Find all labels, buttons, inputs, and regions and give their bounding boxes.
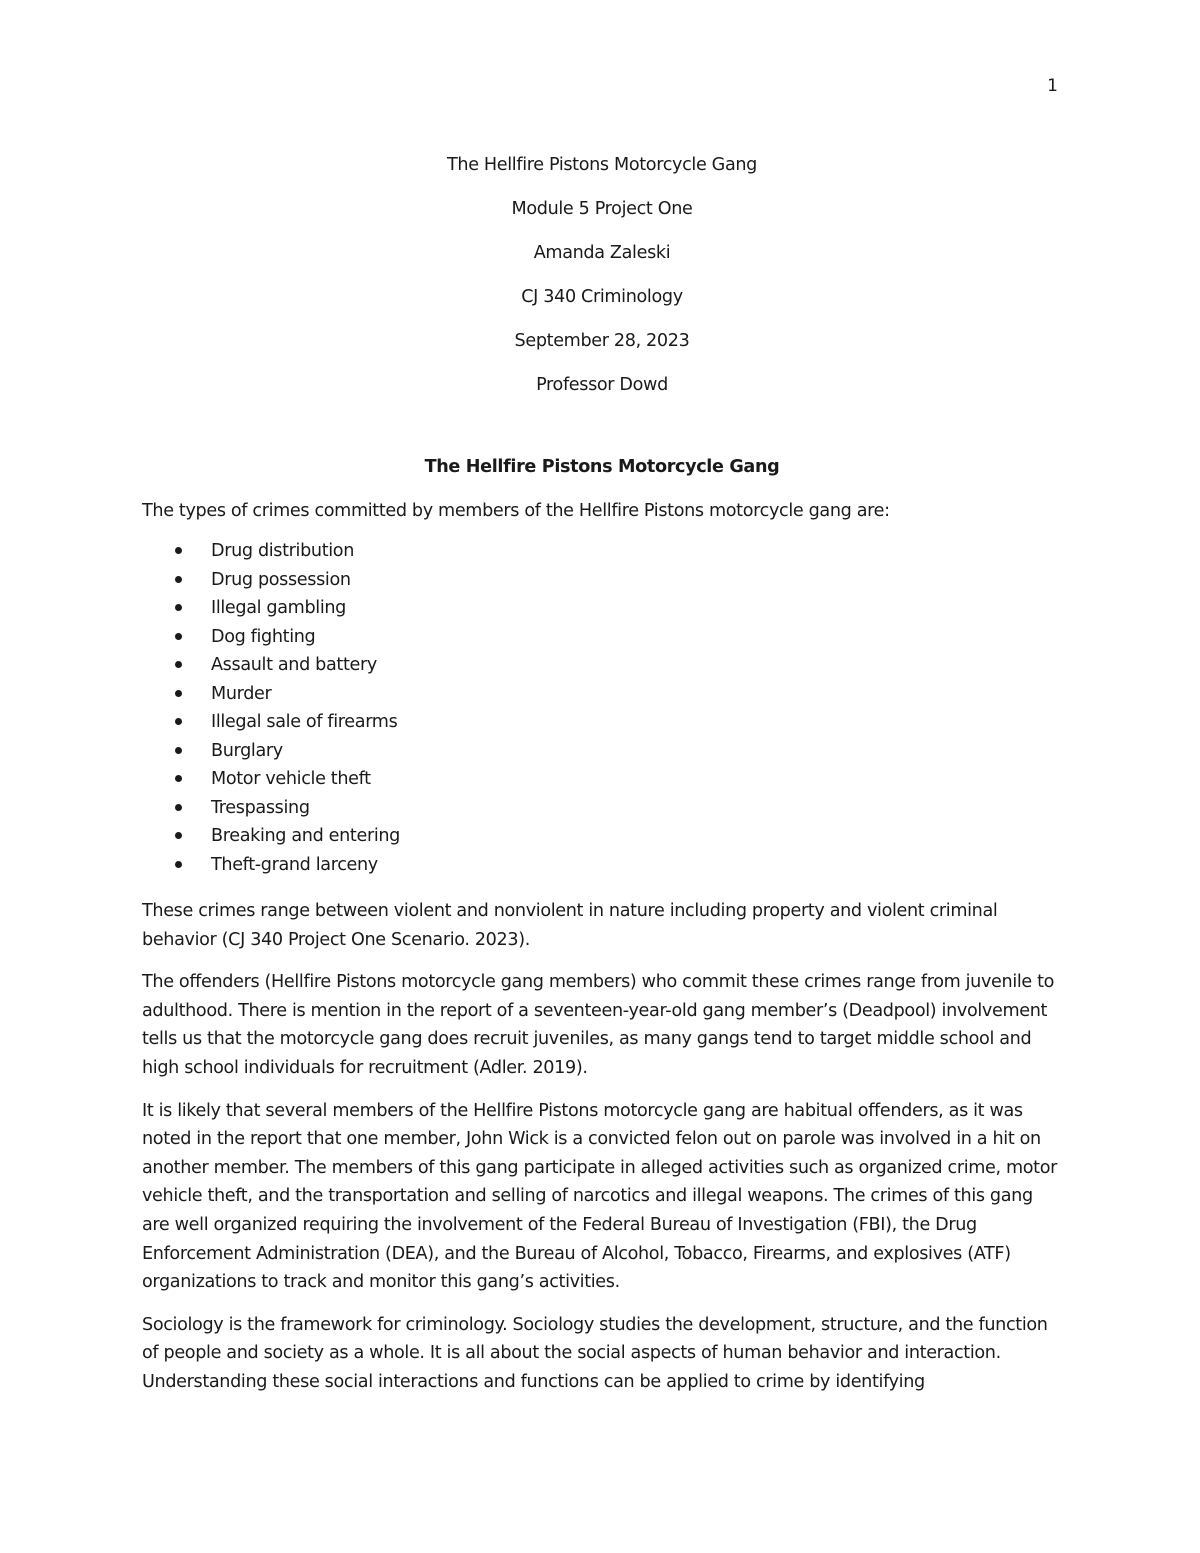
list-item <box>142 594 1062 623</box>
bullet-icon <box>175 832 182 839</box>
list-item <box>142 566 1062 595</box>
bullet-icon <box>175 861 182 868</box>
bullet-icon <box>175 547 182 554</box>
list-item <box>142 851 1062 880</box>
bullet-icon <box>175 804 182 811</box>
list-item-label: Dog fighting <box>211 626 316 647</box>
page-number: 1 <box>1047 76 1058 96</box>
list-item-label: Trespassing <box>211 797 310 818</box>
body-paragraph: Sociology is the framework for criminology. Sociology studies the development, structure, and the function of people and society as a whole. It is all about the social aspects of human behavior and interaction. Understanding these social interactions and functions can be applied to crime by identifying <box>142 1314 1048 1392</box>
list-item <box>142 822 1062 851</box>
list-item-label: Assault and battery <box>211 655 377 675</box>
list-item <box>142 623 1062 652</box>
body-paragraph: The offenders (Hellfire Pistons motorcycle gang members) who commit these crimes range from juvenile to adulthood. There is mention in the report of a seventeen-year-old gang member’s (Deadpool) involvement tells us that the motorcycle gang does recruit juveniles, as many gangs tend to target middle school and high school individuals for recruitment (Adler. 2019). <box>142 972 1055 1078</box>
body-paragraph: These crimes range between violent and nonviolent in nature including property and violent criminal behavior (CJ 340 Project One Scenario. 2023). <box>142 901 998 950</box>
paper-title: The Hellfire Pistons Motorcycle Gang <box>447 155 757 175</box>
crimes-list <box>142 537 1062 879</box>
bullet-icon <box>175 633 182 640</box>
list-item-label: Illegal gambling <box>211 598 346 618</box>
list-item-label: Illegal sale of firearms <box>211 712 398 732</box>
bullet-icon <box>175 718 182 725</box>
list-item <box>142 651 1062 680</box>
bullet-icon <box>175 775 182 782</box>
list-item <box>142 680 1062 709</box>
list-item-label: Drug possession <box>211 569 351 590</box>
bullet-icon <box>175 661 182 668</box>
list-item-label: Drug distribution <box>211 541 355 561</box>
bullet-icon <box>175 690 182 697</box>
list-item-label: Burglary <box>211 740 283 761</box>
body-paragraph: It is likely that several members of the Hellfire Pistons motorcycle gang are habitual offenders, as it was noted in the report that one member, John Wick is a convicted felon out on parole was involved in a hit on another member. The members of this gang participate in alleged activities such as organized crime, motor vehicle theft, and the transportation and selling of narcotics and illegal weapons. The crimes of this gang are well organized requiring the involvement of the Federal Bureau of Investigation (FBI), the Drug Enforcement Administration (DEA), and the Bureau of Alcohol, Tobacco, Firearms, and explosives (ATF) organizations to track and monitor this gang’s activities. <box>142 1100 1058 1293</box>
module-line: Module 5 Project One <box>511 199 693 219</box>
list-item <box>142 537 1062 566</box>
course-name: CJ 340 Criminology <box>521 287 683 307</box>
list-item-label: Motor vehicle theft <box>211 769 371 789</box>
intro-sentence: The types of crimes committed by members of the Hellfire Pistons motorcycle gang are: <box>142 501 890 521</box>
bullet-icon <box>175 604 182 611</box>
section-heading: The Hellfire Pistons Motorcycle Gang <box>424 457 780 477</box>
list-item-label: Murder <box>211 683 272 704</box>
list-item <box>142 765 1062 794</box>
list-item-label: Theft-grand larceny <box>211 854 378 875</box>
list-item <box>142 708 1062 737</box>
bullet-icon <box>175 747 182 754</box>
bullet-icon <box>175 576 182 583</box>
list-item <box>142 737 1062 766</box>
list-item <box>142 794 1062 823</box>
list-item-label: Breaking and entering <box>211 826 400 846</box>
professor-name: Professor Dowd <box>536 375 668 395</box>
submission-date: September 28, 2023 <box>514 331 690 351</box>
document-body <box>142 143 1062 1397</box>
title-block <box>142 143 1062 407</box>
author-name: Amanda Zaleski <box>533 243 671 263</box>
